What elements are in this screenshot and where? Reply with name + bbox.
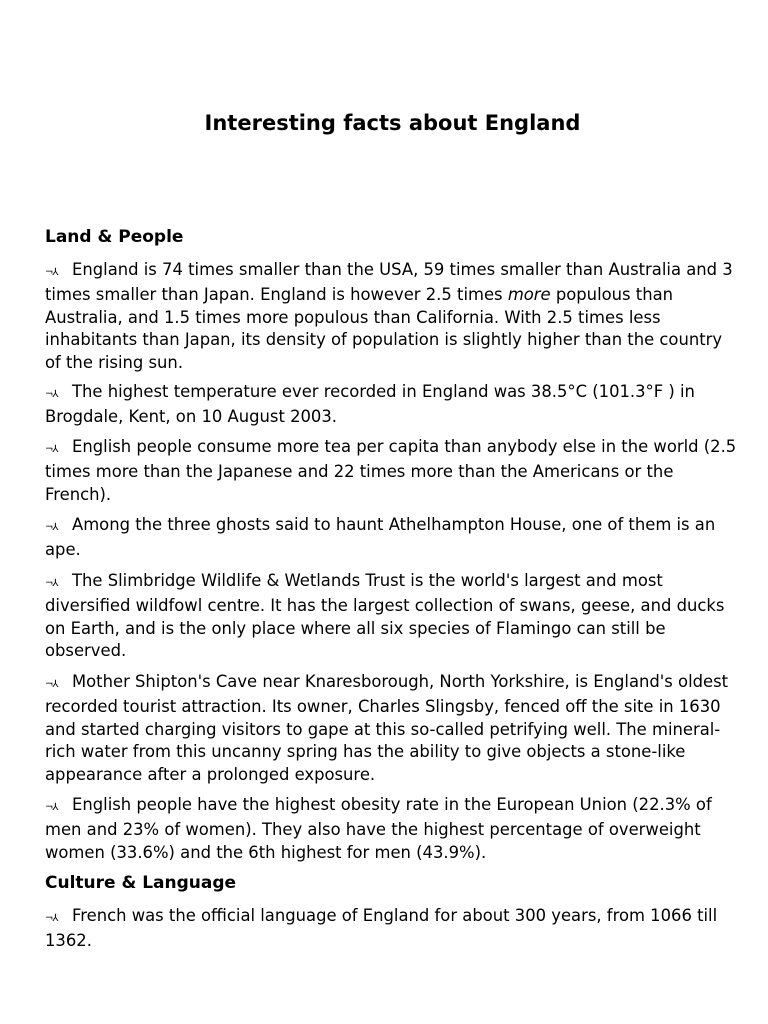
bullet-icon: ¬⅄ xyxy=(45,679,58,690)
bullet-icon: ¬⅄ xyxy=(45,267,58,278)
bullet-icon: ¬⅄ xyxy=(45,578,58,589)
emphasis-text: more xyxy=(507,285,551,305)
bullet-icon: ¬⅄ xyxy=(45,389,58,400)
page-title: Interesting facts about England xyxy=(204,111,581,135)
fact-paragraph: ¬⅄ The highest temperature ever recorded in England was 38.5°C (101.3°F ) in Brogdale, Kent, on 10 August 2003. xyxy=(45,382,695,427)
fact-paragraph: ¬⅄ England is 74 times smaller than the USA, 59 times smaller than Australia and 3 times smaller than Japan. England is however 2.5 times more populous than Australia, and 1.5 times more populous than California. With 2.5 times less inhabitants than Japan, its density of population is slightly higher than the country of the rising sun. xyxy=(45,260,733,372)
bullet-icon: ¬⅄ xyxy=(45,802,58,813)
fact-paragraph: ¬⅄ English people have the highest obesity rate in the European Union (22.3% of men and 23% of women). They also have the highest percentage of overweight women (33.6%) and the 6th highest for men (43.9%). xyxy=(45,795,712,862)
bullet-icon: ¬⅄ xyxy=(45,444,58,455)
section-heading-culture-language: Culture & Language xyxy=(45,873,237,893)
bullet-icon: ¬⅄ xyxy=(45,522,58,533)
fact-paragraph: ¬⅄ English people consume more tea per capita than anybody else in the world (2.5 times more than the Japanese and 22 times more than the Americans or the French). xyxy=(45,437,737,504)
bullet-icon: ¬⅄ xyxy=(45,913,58,924)
fact-paragraph: ¬⅄ Among the three ghosts said to haunt Athelhampton House, one of them is an ape. xyxy=(45,515,716,560)
fact-paragraph: ¬⅄ The Slimbridge Wildlife & Wetlands Trust is the world's largest and most diversified wildfowl centre. It has the largest collection of swans, geese, and ducks on Earth, and is the only place where all six species of Flamingo can still be observed. xyxy=(45,571,725,661)
fact-paragraph: ¬⅄ Mother Shipton's Cave near Knaresborough, North Yorkshire, is England's oldest recorded tourist attraction. Its owner, Charles Slingsby, fenced off the site in 1630 and started charging visitors to gape at this so-called petrifying well. The mineral-rich water from this uncanny spring has the ability to give objects a stone-like appearance after a prolonged exposure. xyxy=(45,672,729,784)
fact-paragraph: ¬⅄ French was the official language of England for about 300 years, from 1066 till 1362. xyxy=(45,906,718,951)
section-heading-land-people: Land & People xyxy=(45,227,184,247)
